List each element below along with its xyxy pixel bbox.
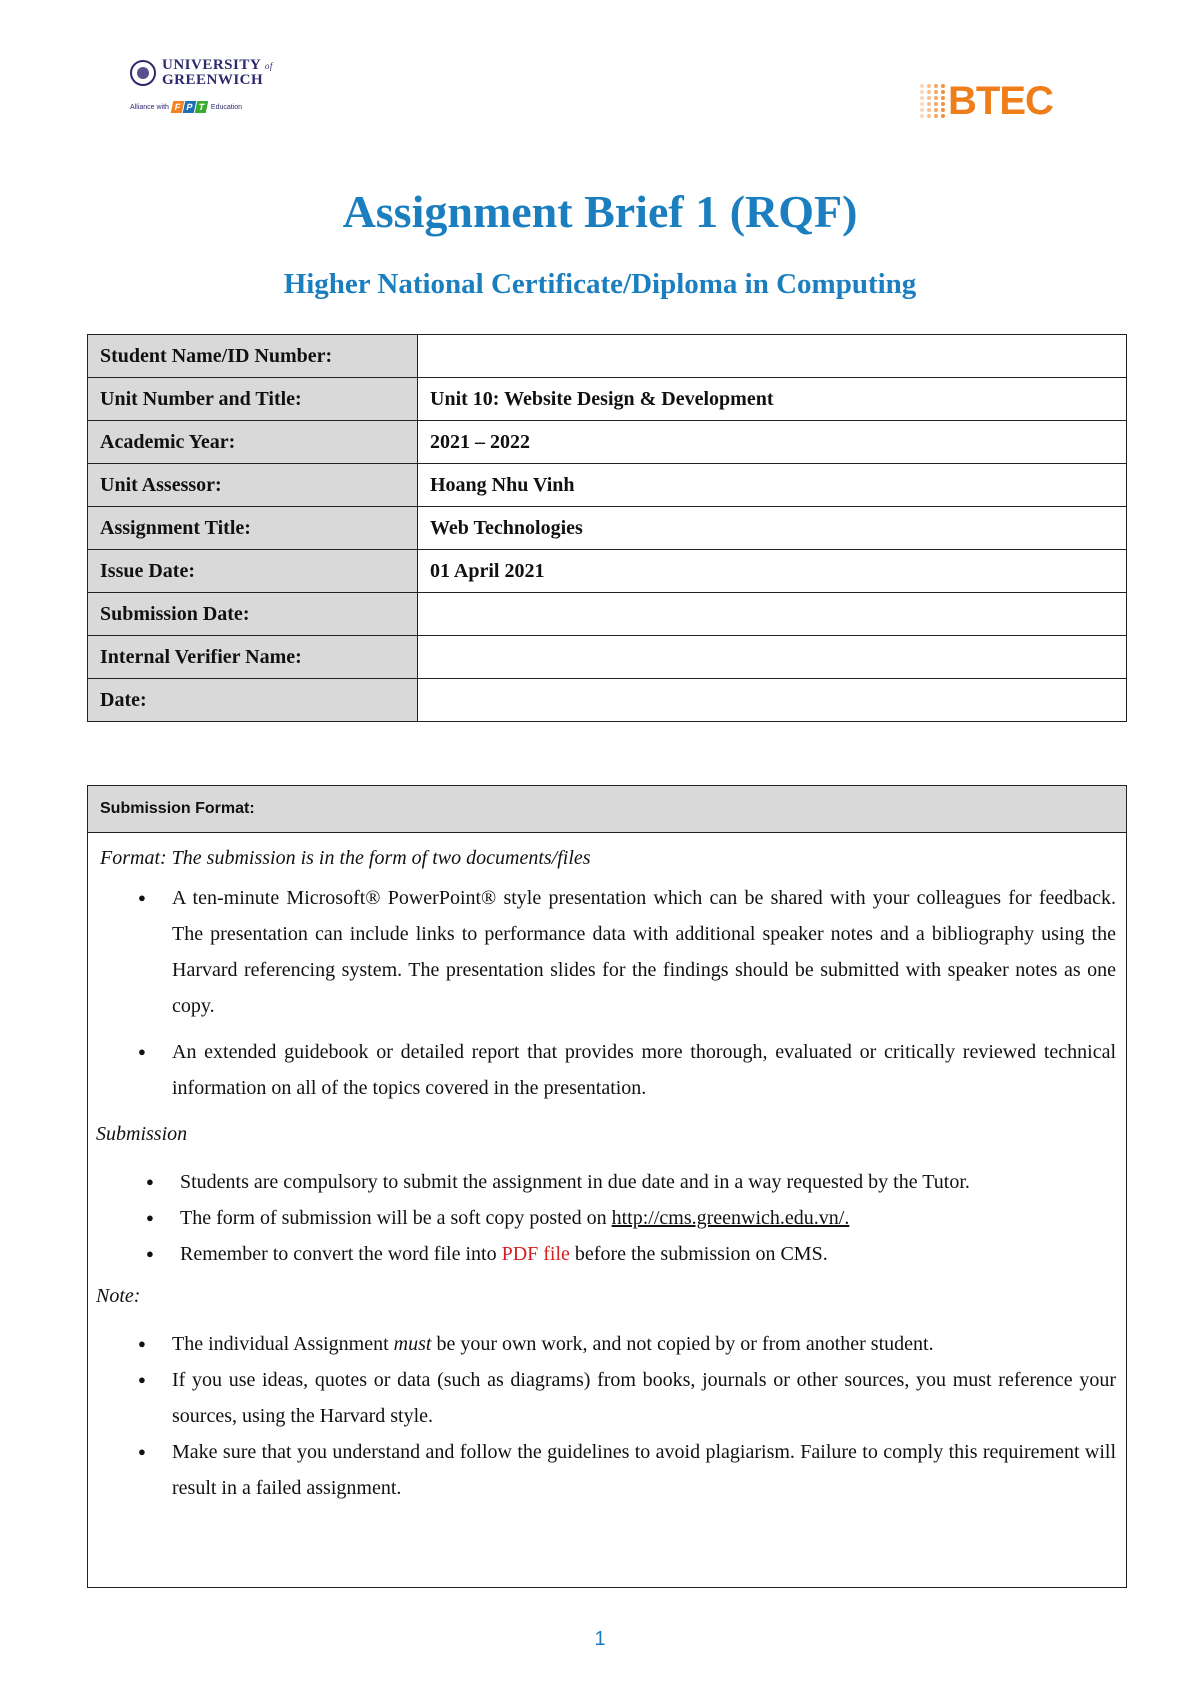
btec-dot — [920, 102, 924, 106]
field-label: Academic Year: — [88, 421, 418, 464]
btec-dot — [920, 114, 924, 118]
submission-label: Submission — [96, 1123, 188, 1145]
field-value — [418, 593, 1127, 636]
field-label: Student Name/ID Number: — [88, 335, 418, 378]
field-label: Unit Assessor: — [88, 464, 418, 507]
field-value: 2021 – 2022 — [418, 421, 1127, 464]
field-label: Internal Verifier Name: — [88, 636, 418, 679]
list-item: ● If you use ideas, quotes or data (such as diagrams) from books, journals or other sources, you must reference your sources, using the Harvard style. — [100, 1362, 1116, 1434]
assignment-info-table — [87, 334, 1127, 722]
fpt-letter: F — [171, 101, 185, 113]
fpt-letter: P — [183, 101, 197, 113]
field-label: Date: — [88, 679, 418, 722]
submission-format-box — [87, 785, 1127, 1588]
field-value — [418, 636, 1127, 679]
format-line: Format: The submission is in the form of two documents/files — [100, 847, 591, 869]
submission-list — [100, 1164, 1116, 1272]
note-list — [100, 1326, 1116, 1506]
list-item — [100, 1236, 1116, 1272]
submission-item3-suffix: before the submission on CMS. — [569, 1243, 828, 1265]
note-item1-emphasis: must — [393, 1333, 432, 1355]
table-row — [88, 679, 1127, 722]
list-item — [100, 1200, 1116, 1236]
field-label: Assignment Title: — [88, 507, 418, 550]
table-row — [88, 593, 1127, 636]
table-row — [88, 421, 1127, 464]
pdf-file-highlight: PDF file — [501, 1243, 570, 1265]
alliance-suffix: Education — [210, 103, 243, 111]
note-label: Note: — [96, 1285, 141, 1307]
field-value: Web Technologies — [418, 507, 1127, 550]
page-number: 1 — [594, 1628, 606, 1650]
university-name-line2: GREENWICH — [162, 72, 264, 88]
btec-dot — [927, 102, 931, 106]
btec-dot — [927, 96, 931, 100]
field-label: Submission Date: — [88, 593, 418, 636]
list-item: ● Make sure that you understand and follow the guidelines to avoid plagiarism. Failure to comply this requirement will result in a failed assignment. — [100, 1434, 1116, 1506]
btec-dot — [941, 96, 945, 100]
btec-dot — [934, 108, 938, 112]
btec-dot — [927, 84, 931, 88]
list-item: ● Students are compulsory to submit the assignment in due date and in a way requested by the Tutor. — [100, 1164, 1116, 1200]
field-value — [418, 679, 1127, 722]
table-row — [88, 636, 1127, 679]
field-value: Unit 10: Website Design & Development — [418, 378, 1127, 421]
btec-dot — [934, 84, 938, 88]
btec-wordmark: BTEC — [948, 78, 1053, 123]
field-value — [418, 335, 1127, 378]
university-of-greenwich-logo — [130, 58, 280, 130]
btec-dot — [934, 102, 938, 106]
fpt-logo — [172, 101, 208, 113]
btec-dot — [920, 108, 924, 112]
btec-dot — [941, 102, 945, 106]
university-seal-icon — [130, 60, 156, 86]
btec-dot — [941, 108, 945, 112]
alliance-prefix: Alliance with — [130, 103, 169, 111]
btec-dot — [920, 90, 924, 94]
field-value: Hoang Nhu Vinh — [418, 464, 1127, 507]
field-label: Unit Number and Title: — [88, 378, 418, 421]
university-name-line1: UNIVERSITY — [162, 57, 261, 73]
btec-dot — [934, 96, 938, 100]
submission-item3-text: Remember to convert the word file into — [180, 1243, 502, 1265]
format-list — [100, 880, 1116, 1106]
fpt-letter: T — [195, 101, 209, 113]
submission-format-heading: Submission Format: — [88, 786, 1126, 833]
list-item: ● A ten-minute Microsoft® PowerPoint® style presentation which can be shared with your colleagues for feedback. The presentation can include links to performance data with additional speaker notes and a bibliography using the Harvard referencing system. The presentation slides for the findings should be submitted with speaker notes as one copy. — [100, 880, 1116, 1024]
list-item: ● An extended guidebook or detailed report that provides more thorough, evaluated or critically reviewed technical information on all of the topics covered in the presentation. — [100, 1034, 1116, 1106]
btec-dots-icon — [920, 84, 946, 118]
note-item1-suffix: be your own work, and not copied by or from another student. — [431, 1333, 934, 1355]
btec-dot — [941, 90, 945, 94]
table-row — [88, 335, 1127, 378]
btec-dot — [927, 114, 931, 118]
page-title: Assignment Brief 1 (RQF) — [342, 186, 858, 237]
table-row — [88, 378, 1127, 421]
btec-logo — [920, 76, 1053, 126]
btec-dot — [941, 114, 945, 118]
btec-dot — [927, 90, 931, 94]
table-row — [88, 464, 1127, 507]
btec-dot — [934, 114, 938, 118]
btec-dot — [941, 84, 945, 88]
btec-dot — [934, 90, 938, 94]
submission-item2-text: The form of submission will be a soft copy posted on — [180, 1207, 612, 1229]
btec-dot — [920, 84, 924, 88]
note-item1-text: The individual Assignment — [172, 1333, 394, 1355]
page-subtitle: Higher National Certificate/Diploma in Computing — [283, 268, 917, 300]
field-label: Issue Date: — [88, 550, 418, 593]
university-name-of: of — [264, 61, 273, 71]
table-row — [88, 550, 1127, 593]
btec-dot — [920, 96, 924, 100]
list-item — [100, 1326, 1116, 1362]
field-value: 01 April 2021 — [418, 550, 1127, 593]
cms-link[interactable]: http://cms.greenwich.edu.vn/. — [611, 1207, 850, 1229]
table-row — [88, 507, 1127, 550]
btec-dot — [927, 108, 931, 112]
